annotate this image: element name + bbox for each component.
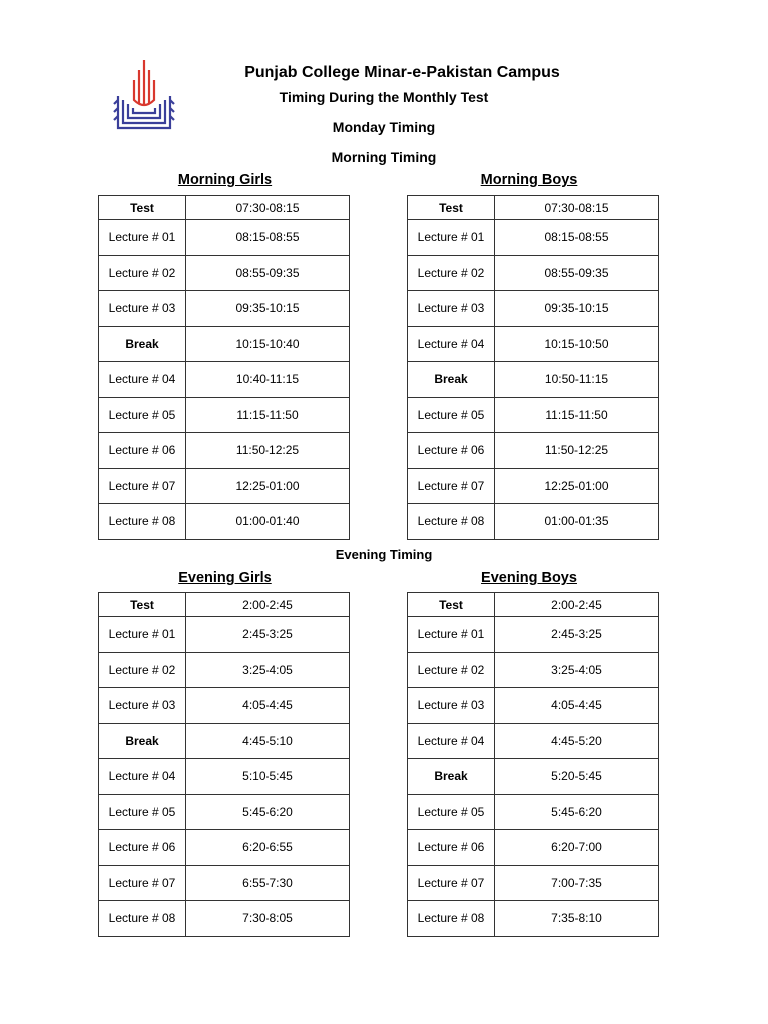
table-row [99, 593, 350, 617]
period-cell: Test [408, 593, 495, 617]
period-cell: Lecture # 04 [408, 723, 495, 759]
time-cell: 6:20-6:55 [186, 830, 350, 866]
time-cell: 2:45-3:25 [495, 617, 659, 653]
time-cell: 2:00-2:45 [495, 593, 659, 617]
period-cell: Lecture # 06 [99, 830, 186, 866]
time-cell: 07:30-08:15 [186, 196, 350, 220]
table-row [408, 830, 659, 866]
period-cell: Test [99, 196, 186, 220]
time-cell: 10:15-10:50 [495, 326, 659, 362]
period-cell: Lecture # 01 [408, 220, 495, 256]
period-cell: Lecture # 08 [99, 901, 186, 937]
period-cell: Lecture # 01 [99, 617, 186, 653]
morning-girls-title: Morning Girls [177, 172, 273, 188]
time-cell: 3:25-4:05 [186, 652, 350, 688]
period-cell: Lecture # 08 [99, 504, 186, 540]
time-cell: 7:35-8:10 [495, 901, 659, 937]
time-cell: 10:40-11:15 [186, 362, 350, 398]
period-cell: Break [99, 326, 186, 362]
evening-heading: Evening Timing [335, 547, 433, 562]
table-row [99, 865, 350, 901]
time-cell: 4:05-4:45 [186, 688, 350, 724]
time-cell: 07:30-08:15 [495, 196, 659, 220]
time-cell: 2:45-3:25 [186, 617, 350, 653]
page-subtitle: Timing During the Monthly Test [279, 89, 489, 105]
table-row [99, 794, 350, 830]
time-cell: 10:50-11:15 [495, 362, 659, 398]
evening-girls-title: Evening Girls [178, 570, 272, 586]
table-row [99, 504, 350, 540]
table-row [408, 362, 659, 398]
time-cell: 09:35-10:15 [186, 291, 350, 327]
period-cell: Lecture # 05 [408, 794, 495, 830]
table-row [408, 220, 659, 256]
time-cell: 12:25-01:00 [186, 468, 350, 504]
period-cell: Lecture # 01 [99, 220, 186, 256]
morning-boys-title: Morning Boys [480, 172, 578, 188]
table-row [408, 652, 659, 688]
table-row [99, 830, 350, 866]
time-cell: 11:50-12:25 [495, 433, 659, 469]
time-cell: 7:00-7:35 [495, 865, 659, 901]
period-cell: Lecture # 05 [99, 397, 186, 433]
period-cell: Break [99, 723, 186, 759]
table-row [99, 397, 350, 433]
time-cell: 3:25-4:05 [495, 652, 659, 688]
table-row [408, 196, 659, 220]
period-cell: Lecture # 03 [99, 688, 186, 724]
period-cell: Lecture # 03 [99, 291, 186, 327]
morning-boys-table [407, 195, 659, 540]
morning-girls-table [98, 195, 350, 540]
evening-girls-table [98, 592, 350, 937]
period-cell: Lecture # 02 [99, 255, 186, 291]
time-cell: 11:50-12:25 [186, 433, 350, 469]
table-row [99, 617, 350, 653]
period-cell: Lecture # 02 [408, 255, 495, 291]
time-cell: 5:20-5:45 [495, 759, 659, 795]
period-cell: Lecture # 07 [408, 468, 495, 504]
table-row [99, 652, 350, 688]
evening-boys-table [407, 592, 659, 937]
time-cell: 10:15-10:40 [186, 326, 350, 362]
table-row [408, 617, 659, 653]
period-cell: Lecture # 07 [99, 468, 186, 504]
period-cell: Lecture # 03 [408, 688, 495, 724]
time-cell: 5:10-5:45 [186, 759, 350, 795]
period-cell: Lecture # 07 [408, 865, 495, 901]
table-row [408, 397, 659, 433]
period-cell: Lecture # 08 [408, 901, 495, 937]
period-cell: Lecture # 04 [408, 326, 495, 362]
time-cell: 01:00-01:40 [186, 504, 350, 540]
table-row [408, 688, 659, 724]
time-cell: 4:05-4:45 [495, 688, 659, 724]
table-row [99, 362, 350, 398]
time-cell: 08:55-09:35 [186, 255, 350, 291]
table-row [99, 196, 350, 220]
time-cell: 12:25-01:00 [495, 468, 659, 504]
time-cell: 6:55-7:30 [186, 865, 350, 901]
table-row [99, 255, 350, 291]
time-cell: 4:45-5:20 [495, 723, 659, 759]
period-cell: Lecture # 05 [408, 397, 495, 433]
table-row [99, 433, 350, 469]
table-row [99, 326, 350, 362]
time-cell: 7:30-8:05 [186, 901, 350, 937]
table-row [99, 468, 350, 504]
time-cell: 5:45-6:20 [186, 794, 350, 830]
period-cell: Lecture # 04 [99, 362, 186, 398]
table-row [408, 901, 659, 937]
period-cell: Lecture # 02 [99, 652, 186, 688]
table-row [408, 255, 659, 291]
time-cell: 11:15-11:50 [186, 397, 350, 433]
period-cell: Lecture # 02 [408, 652, 495, 688]
period-cell: Test [99, 593, 186, 617]
day-heading: Monday Timing [332, 119, 436, 135]
morning-heading: Morning Timing [331, 149, 437, 165]
table-row [408, 593, 659, 617]
table-row [408, 723, 659, 759]
table-row [408, 759, 659, 795]
table-row [99, 688, 350, 724]
period-cell: Lecture # 08 [408, 504, 495, 540]
time-cell: 08:55-09:35 [495, 255, 659, 291]
period-cell: Lecture # 06 [408, 433, 495, 469]
time-cell: 08:15-08:55 [495, 220, 659, 256]
table-row [408, 291, 659, 327]
time-cell: 09:35-10:15 [495, 291, 659, 327]
table-row [99, 723, 350, 759]
table-row [99, 220, 350, 256]
evening-boys-title: Evening Boys [481, 570, 577, 586]
college-name: Punjab College Minar-e-Pakistan Campus [244, 64, 560, 81]
time-cell: 6:20-7:00 [495, 830, 659, 866]
period-cell: Lecture # 07 [99, 865, 186, 901]
time-cell: 08:15-08:55 [186, 220, 350, 256]
table-row [99, 291, 350, 327]
table-row [408, 468, 659, 504]
table-row [408, 326, 659, 362]
period-cell: Lecture # 06 [99, 433, 186, 469]
time-cell: 5:45-6:20 [495, 794, 659, 830]
table-row [408, 433, 659, 469]
period-cell: Break [408, 362, 495, 398]
time-cell: 11:15-11:50 [495, 397, 659, 433]
time-cell: 01:00-01:35 [495, 504, 659, 540]
table-row [408, 865, 659, 901]
period-cell: Lecture # 06 [408, 830, 495, 866]
period-cell: Lecture # 04 [99, 759, 186, 795]
table-row [408, 504, 659, 540]
table-row [99, 759, 350, 795]
time-cell: 4:45-5:10 [186, 723, 350, 759]
period-cell: Break [408, 759, 495, 795]
period-cell: Test [408, 196, 495, 220]
period-cell: Lecture # 01 [408, 617, 495, 653]
time-cell: 2:00-2:45 [186, 593, 350, 617]
period-cell: Lecture # 03 [408, 291, 495, 327]
table-row [99, 901, 350, 937]
period-cell: Lecture # 05 [99, 794, 186, 830]
table-row [408, 794, 659, 830]
